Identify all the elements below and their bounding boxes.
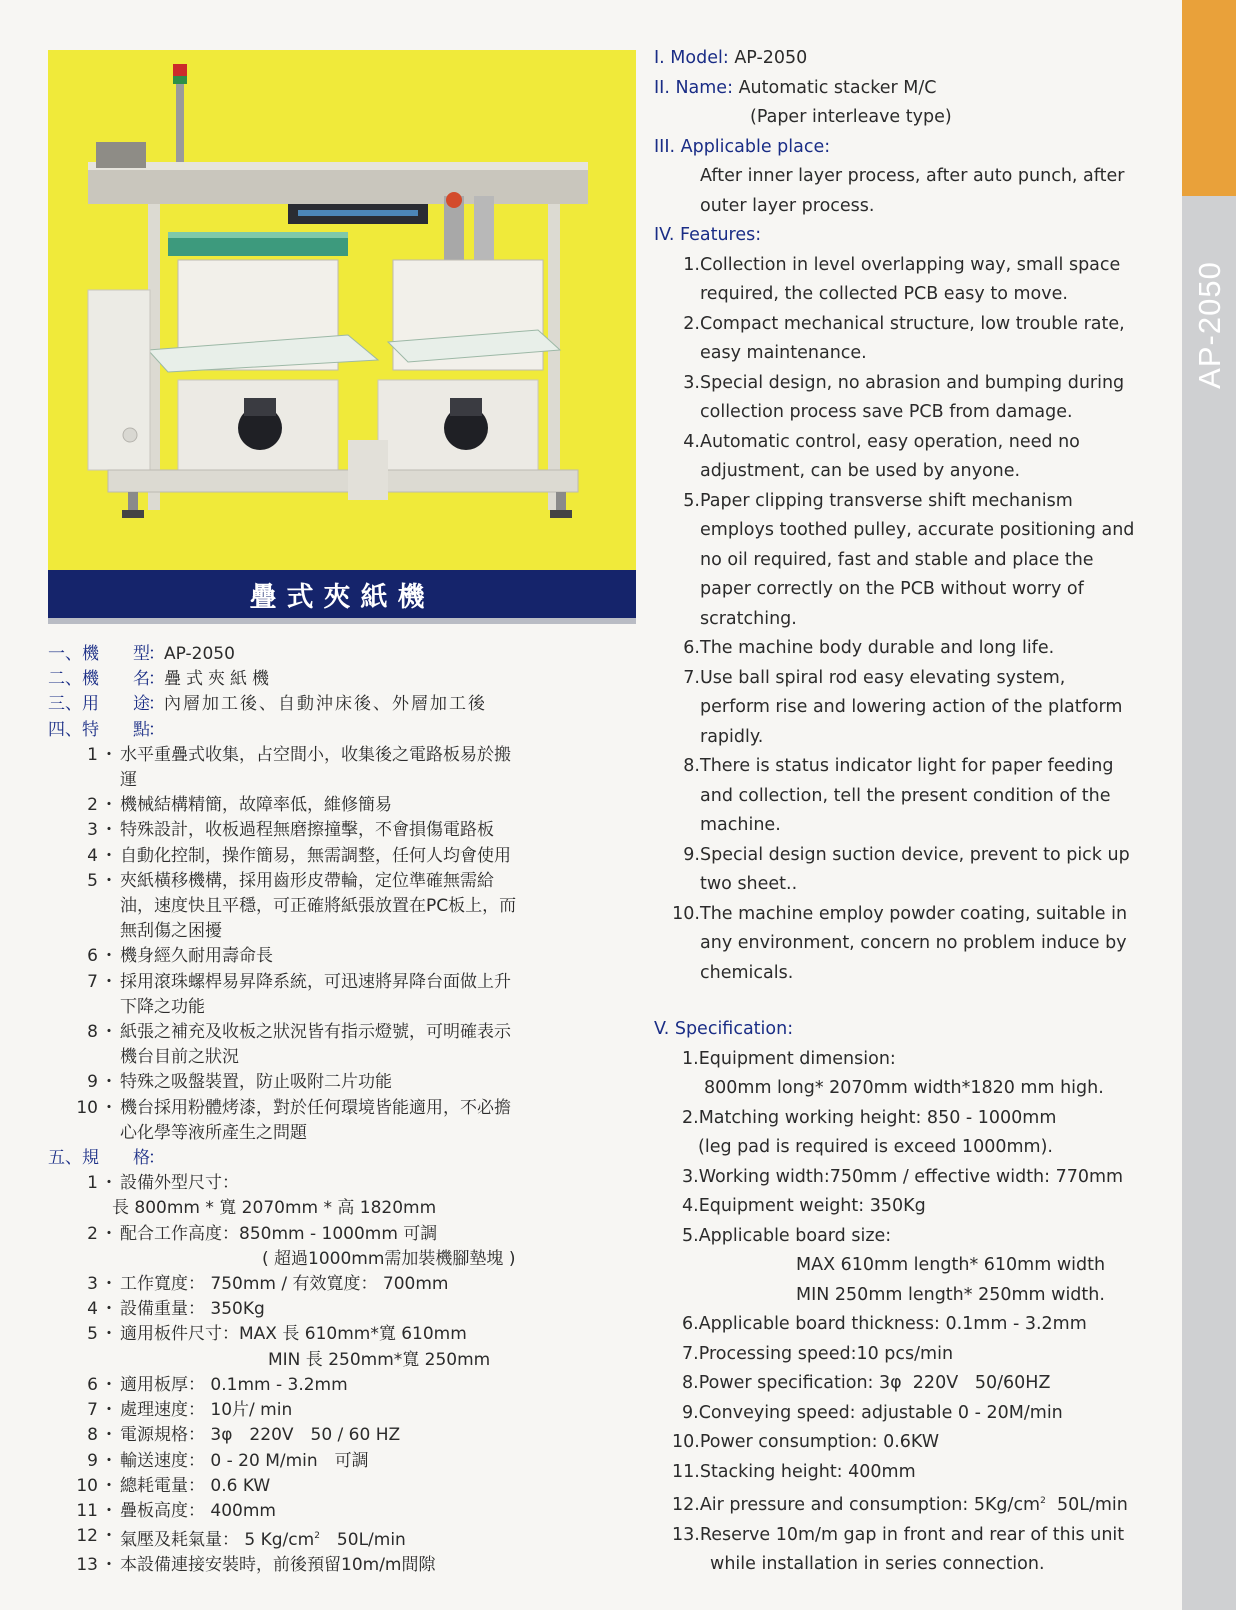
zh-feature-item: 4 ・ 自動化控制，操作簡易，無需調整，任何人均會使用	[87, 845, 511, 866]
en-spec-detail: MAX 610mm length* 610mm width	[796, 1255, 1106, 1275]
en-spec-item: 3.Working width:750mm / effective width: 770mm	[682, 1166, 1124, 1187]
zh-spec-item: 10 ・ 總耗電量： 0.6 KW	[76, 1475, 271, 1496]
zh-spec-item: 6 ・ 適用板厚： 0.1mm - 3.2mm	[87, 1374, 348, 1395]
en-spec-item: 10.Power consumption: 0.6KW	[672, 1432, 940, 1452]
zh-features-heading: 四、特 點 ：	[48, 719, 165, 740]
zh-spec-item: 11 ・ 疊板高度： 400mm	[76, 1500, 276, 1521]
zh-feature-item: 7 ・ 採用滾珠螺桿易昇降系統，可迅速將昇降台面做上升 下降之功能	[87, 971, 511, 1017]
en-model-row: I. Model: AP-2050	[654, 48, 808, 68]
en-spec-item: 5.Applicable board size:	[682, 1225, 892, 1246]
zh-feature-item: 3 ・ 特殊設計，收板過程無磨擦撞擊，不會損傷電路板	[87, 820, 494, 841]
chinese-specs	[48, 642, 638, 1579]
en-spec-detail: 800mm long* 2070mm width*1820 mm high.	[704, 1078, 1104, 1098]
machine-photo	[48, 50, 636, 602]
en-spec-item: 1.Equipment dimension:	[682, 1048, 896, 1069]
zh-feature-item: 10 ・ 機台採用粉體烤漆，對於任何環境皆能適用，不必擔 心化學等液所產生之問題	[76, 1097, 511, 1143]
en-spec-detail: while installation in series connection.	[710, 1554, 1045, 1574]
en-feature-item: 2. Compact mechanical structure, low trouble rate, easy maintenance.	[683, 313, 1125, 363]
caption-underline	[48, 618, 636, 624]
en-feature-item: 5. Paper clipping transverse shift mechanism employs toothed pulley, accurate positioning and no oil required, fast and stable and place the paper correctly on the PCB without worry of scratching.	[683, 490, 1135, 629]
zh-spec-list	[48, 1171, 638, 1578]
english-specs	[654, 44, 1184, 1580]
en-feature-item: 6. The machine body durable and long life.	[683, 638, 1055, 658]
stacker-machine-illustration	[48, 50, 636, 602]
zh-spec-item: 9 ・ 輸送速度： 0 - 20 M/min 可調	[87, 1450, 369, 1471]
en-spec-item: 12.Air pressure and consumption: $5Kg/cm^2$ 50L/min	[672, 1495, 1128, 1515]
zh-spec-item: 2 ・ 配合工作高度：850mm - 1000mm 可調	[87, 1223, 438, 1244]
en-spec-item: 7.Processing speed:10 pcs/min	[682, 1343, 954, 1364]
zh-spec-item: 8 ・ 電源規格： 3φ 220V 50 / 60 HZ	[87, 1425, 401, 1446]
en-spec-detail: (leg pad is required is exceed 1000mm).	[698, 1137, 1053, 1157]
en-spec-item: 8.Power specification: 3φ 220V 50/60HZ	[682, 1373, 1051, 1393]
en-place-text: After inner layer process, after auto punch, after outer layer process.	[700, 166, 1125, 216]
en-spec-heading: V. Specification:	[654, 1019, 794, 1039]
zh-feature-list	[48, 743, 638, 1146]
en-spec-detail: MIN 250mm length* 250mm width.	[796, 1284, 1105, 1305]
zh-feature-item: 2 ・ 機械結構精簡，故障率低，維修簡易	[87, 795, 392, 816]
zh-spec-item: 13 ・ 本設備連接安裝時，前後預留10m/m間隙	[76, 1555, 436, 1576]
zh-feature-item: 1 ・ 水平重疊式收集，占空間小，收集後之電路板易於搬 運	[87, 744, 511, 791]
zh-feature-item: 8 ・ 紙張之補充及收板之狀況皆有指示燈號，可明確表示 機台目前之狀況	[87, 1022, 511, 1068]
en-spec-item: 6.Applicable board thickness: 0.1mm - 3.2mm	[682, 1314, 1087, 1334]
en-name-row: II. Name: Automatic stacker M/C	[654, 77, 937, 98]
en-spec-item: 13.Reserve 10m/m gap in front and rear of this unit	[672, 1524, 1125, 1545]
zh-spec-item: 7 ・ 處理速度： 10片/ min	[87, 1400, 293, 1421]
en-feature-item: 3. Special design, no abrasion and bumping during collection process save PCB from damage.	[683, 372, 1125, 422]
orange-edge-band	[1182, 0, 1236, 196]
en-feature-item: 10. The machine employ powder coating, suitable in any environment, concern no problem induce by chemicals.	[672, 903, 1128, 983]
zh-feature-item: 6 ・ 機身經久耐用壽命長	[87, 946, 273, 967]
en-spec-item: 9.Conveying speed: adjustable 0 - 20M/min	[682, 1402, 1063, 1423]
zh-model-row: 一、機 型 ： AP-2050	[48, 644, 235, 664]
en-feature-item: 7. Use ball spiral rod easy elevating system, perform rise and lowering action of the platform rapidly.	[683, 667, 1123, 747]
zh-spec-detail: ( 超過1000mm需加裝機腳墊塊 )	[262, 1248, 516, 1269]
zh-use-row: 三、用 途 ： 內層加工後、自動沖床後、外層加工後	[48, 694, 487, 715]
en-feature-list	[654, 251, 1184, 989]
zh-spec-item: 3 ・ 工作寬度： 750mm / 有效寬度： 700mm	[87, 1274, 449, 1295]
photo-caption-bar	[48, 570, 636, 618]
zh-spec-item: 5 ・ 適用板件尺寸：MAX 長 610mm*寬 610mm	[87, 1324, 467, 1345]
en-name-sub: (Paper interleave type)	[750, 107, 952, 127]
en-place-heading: III. Applicable place:	[654, 136, 831, 157]
en-spec-item: 11.Stacking height: 400mm	[672, 1461, 916, 1482]
zh-spec-item: 1 ・ 設備外型尺寸：	[87, 1173, 239, 1194]
en-spec-item: 4.Equipment weight: 350Kg	[682, 1196, 926, 1216]
en-feature-item: 8. There is status indicator light for paper feeding and collection, tell the present condition of the machine.	[683, 756, 1114, 835]
photo-caption: 疊式夾紙機	[249, 581, 435, 613]
zh-feature-item: 5 ・ 夾紙橫移機構，採用齒形皮帶輪，定位準確無需給 油，速度快且平穩，可正確將紙張放置在PC板上，而 無刮傷之困擾	[87, 870, 517, 942]
en-feature-item: 1. Collection in level overlapping way, small space required, the collected PCB easy to move.	[683, 254, 1121, 304]
zh-spec-heading: 五、規 格 ：	[48, 1148, 165, 1169]
zh-spec-item: 12 ・ 氣壓及耗氣量： 5 $Kg/cm^2$ 50L/min	[76, 1526, 406, 1551]
en-spec-item: 2.Matching working height: 850 - 1000mm	[682, 1107, 1057, 1128]
zh-feature-item: 9 ・ 特殊之吸盤裝置，防止吸附二片功能	[87, 1072, 392, 1093]
en-feature-item: 4. Automatic control, easy operation, need no adjustment, can be used by anyone.	[683, 431, 1080, 481]
en-features-heading: IV. Features:	[654, 225, 762, 245]
side-model-label: AP-2050	[1192, 261, 1228, 389]
en-spec-list	[654, 1045, 1184, 1580]
zh-spec-detail: 長 800mm * 寬 2070mm * 高 1820mm	[112, 1198, 437, 1219]
zh-spec-detail: MIN 長 250mm*寬 250mm	[268, 1349, 491, 1370]
en-feature-item: 9. Special design suction device, prevent to pick up two sheet..	[683, 844, 1130, 894]
zh-spec-item: 4 ・ 設備重量： 350Kg	[87, 1299, 265, 1320]
zh-name-row: 二、機 名 ： 疊式夾紙機	[48, 669, 274, 690]
